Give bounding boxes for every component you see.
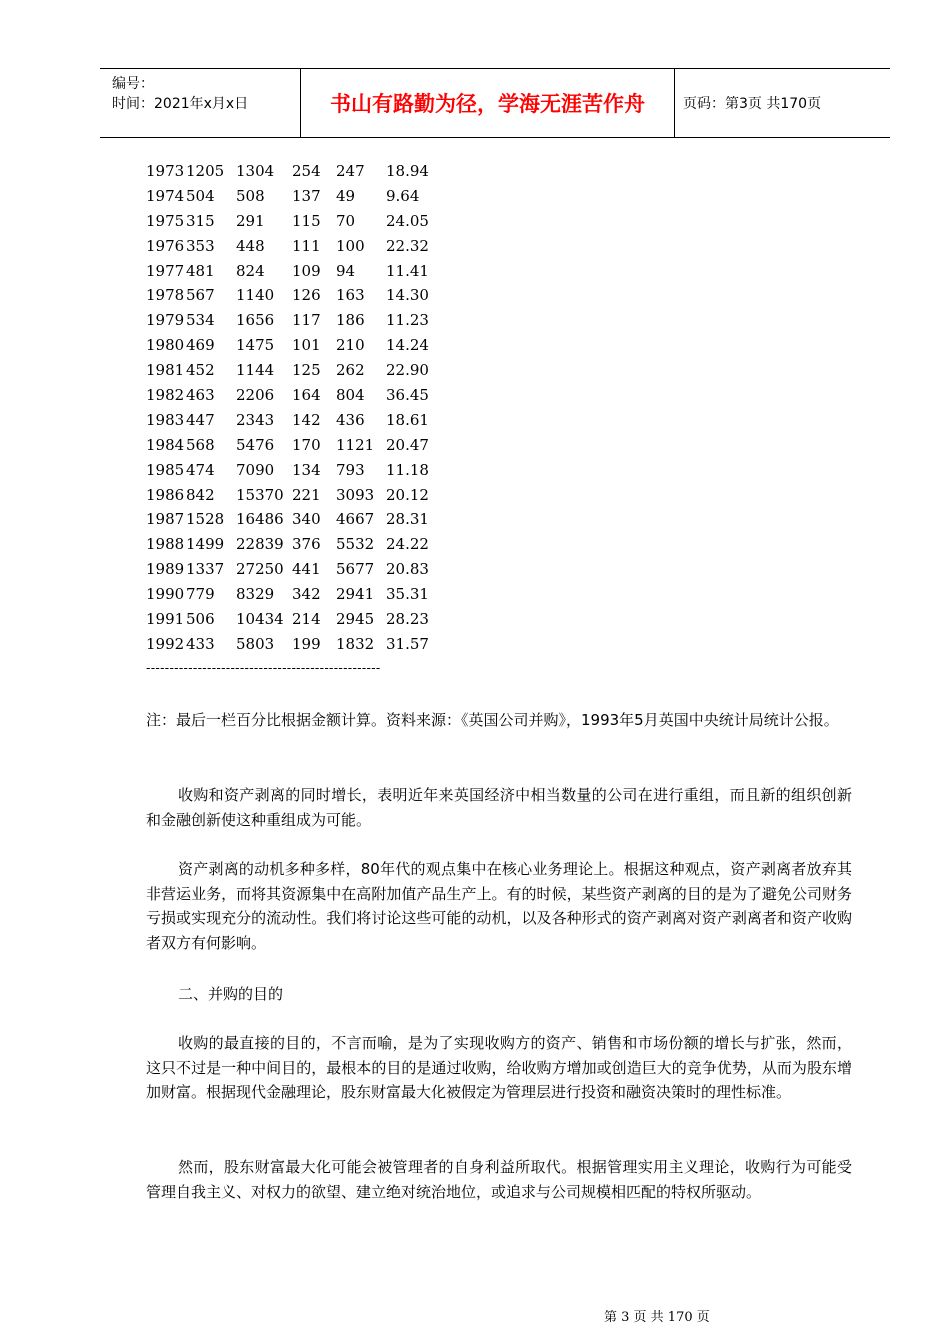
table-cell: 504 xyxy=(186,186,215,205)
table-cell: 2206 xyxy=(236,386,275,405)
table-cell: 214 xyxy=(292,610,321,629)
table-cell: 28.23 xyxy=(386,610,429,629)
table-cell: 793 xyxy=(336,460,365,479)
table-cell: 1140 xyxy=(236,286,275,305)
table-cell: 14.24 xyxy=(386,336,429,355)
table-cell: 353 xyxy=(186,236,215,255)
table-cell: 481 xyxy=(186,261,215,280)
table-cell: 210 xyxy=(336,336,365,355)
table-cell: 22.32 xyxy=(386,236,429,255)
table-cell: 5532 xyxy=(336,535,375,554)
table-cell: 2343 xyxy=(236,410,275,429)
table-cell: 506 xyxy=(186,610,215,629)
table-cell: 11.23 xyxy=(386,311,429,330)
table-cell: 568 xyxy=(186,435,215,454)
table-cell: 16486 xyxy=(236,510,284,529)
table-cell: 11.41 xyxy=(386,261,429,280)
table-cell: 376 xyxy=(292,535,321,554)
table-cell: 508 xyxy=(236,186,265,205)
table-cell: 447 xyxy=(186,410,215,429)
table-cell: 469 xyxy=(186,336,215,355)
table-cell: 3093 xyxy=(336,485,375,504)
table-cell: 1986 xyxy=(146,485,185,504)
table-cell: 10434 xyxy=(236,610,284,629)
table-cell: 5476 xyxy=(236,435,275,454)
table-cell: 221 xyxy=(292,485,321,504)
table-cell: 1832 xyxy=(336,634,375,653)
section-heading: 二、并购的目的 xyxy=(178,985,284,1003)
page-header xyxy=(100,68,890,138)
table-cell: 1499 xyxy=(186,535,225,554)
paragraph-2: 资产剥离的动机多种多样，80年代的观点集中在核心业务理论上。根据这种观点，资产剥离者放弃其非营运业务，而将其资源集中在高附加值产品生产上。有的时候，某些资产剥离的目的是为了避免公司财务亏损或实现充分的流动性。我们将讨论这些可能的动机，以及各种形式的资产剥离对资产剥离者和资产收购者双方有何影响。 xyxy=(146,860,852,952)
table-cell: 15370 xyxy=(236,485,284,504)
table-cell: 340 xyxy=(292,510,321,529)
table-cell: 1992 xyxy=(146,634,185,653)
table-cell: 8329 xyxy=(236,585,275,604)
table-cell: 31.57 xyxy=(386,634,429,653)
table-cell: 18.94 xyxy=(386,162,429,180)
table-cell: 4667 xyxy=(336,510,375,529)
table-cell: 1991 xyxy=(146,610,185,629)
table-cell: 1528 xyxy=(186,510,225,529)
table-cell: 1975 xyxy=(146,211,185,230)
table-cell: 1980 xyxy=(146,336,185,355)
table-cell: 14.30 xyxy=(386,286,429,305)
table-cell: 2941 xyxy=(336,585,375,604)
table-cell: 1983 xyxy=(146,410,185,429)
table-cell: 28.31 xyxy=(386,510,429,529)
table-cell: 111 xyxy=(292,236,321,255)
table-cell: 1121 xyxy=(336,435,375,454)
table-cell: 35.31 xyxy=(386,585,429,604)
table-cell: 474 xyxy=(186,460,215,479)
table-cell: 199 xyxy=(292,634,321,653)
table-cell: 117 xyxy=(292,311,321,330)
table-cell: 1990 xyxy=(146,585,185,604)
paragraph-3: 收购的最直接的目的，不言而喻，是为了实现收购方的资产、销售和市场份额的增长与扩张，然而，这只不过是一种中间目的，最根本的目的是通过收购，给收购方增加或创造巨大的竞争优势，从而为股东增加财富。根据现代金融理论，股东财富最大化被假定为管理层进行投资和融资决策时的理性标准。 xyxy=(146,1034,852,1101)
table-cell: 1977 xyxy=(146,261,185,280)
table-cell: 1979 xyxy=(146,311,185,330)
table-cell: 24.22 xyxy=(386,535,429,554)
table-cell: 22839 xyxy=(236,535,284,554)
table-cell: 101 xyxy=(292,336,321,355)
table-cell: 1337 xyxy=(186,560,225,579)
table-cell: 100 xyxy=(336,236,365,255)
table-cell: 20.12 xyxy=(386,485,429,504)
table-cell: 1989 xyxy=(146,560,185,579)
table-cell: 27250 xyxy=(236,560,284,579)
table-cell: 534 xyxy=(186,311,215,330)
table-separator: -------------------------------------------------- xyxy=(146,661,381,676)
table-cell: 1978 xyxy=(146,286,185,305)
table-note: 注：最后一栏百分比根据金额计算。资料来源：《英国公司并购》，1993年5月英国中央统计局统计公报。 xyxy=(146,711,839,729)
header-meta xyxy=(100,69,300,137)
table-cell: 824 xyxy=(236,261,265,280)
table-cell: 291 xyxy=(236,211,265,230)
table-cell: 1976 xyxy=(146,236,185,255)
table-cell: 262 xyxy=(336,361,365,380)
table-cell: 7090 xyxy=(236,460,275,479)
table-cell: 24.05 xyxy=(386,211,429,230)
table-cell: 5803 xyxy=(236,634,275,653)
table-cell: 126 xyxy=(292,286,321,305)
table-cell: 315 xyxy=(186,211,215,230)
document-number-label: 编号： xyxy=(112,76,154,92)
table-cell: 1987 xyxy=(146,510,185,529)
table-cell: 1974 xyxy=(146,186,185,205)
table-cell: 109 xyxy=(292,261,321,280)
table-cell: 49 xyxy=(336,186,356,205)
paragraph-1: 收购和资产剥离的同时增长，表明近年来英国经济中相当数量的公司在进行重组，而且新的组织创新和金融创新使这种重组成为可能。 xyxy=(146,786,852,829)
table-cell: 1656 xyxy=(236,311,275,330)
table-cell: 70 xyxy=(336,211,356,230)
table-cell: 1973 xyxy=(146,162,185,180)
table-cell: 463 xyxy=(186,386,215,405)
table-cell: 1304 xyxy=(236,162,275,180)
table-cell: 5677 xyxy=(336,560,375,579)
table-cell: 441 xyxy=(292,560,321,579)
header-motto: 书山有路勤为径，学海无涯苦作舟 xyxy=(300,69,675,137)
table-cell: 436 xyxy=(336,410,365,429)
table-cell: 20.83 xyxy=(386,560,429,579)
table-cell: 779 xyxy=(186,585,215,604)
table-cell: 247 xyxy=(336,162,365,180)
table-cell: 1985 xyxy=(146,460,185,479)
table-cell: 142 xyxy=(292,410,321,429)
table-cell: 115 xyxy=(292,211,321,230)
table-cell: 18.61 xyxy=(386,410,429,429)
document-date: 时间：2021年x月x日 xyxy=(112,96,249,112)
table-cell: 804 xyxy=(336,386,365,405)
table-cell: 254 xyxy=(292,162,321,180)
table-cell: 433 xyxy=(186,634,215,653)
table-cell: 448 xyxy=(236,236,265,255)
table-cell: 342 xyxy=(292,585,321,604)
table-cell: 186 xyxy=(336,311,365,330)
table-cell: 22.90 xyxy=(386,361,429,380)
table-cell: 20.47 xyxy=(386,435,429,454)
table-cell: 1982 xyxy=(146,386,185,405)
header-page-code: 页码：第3页 共170页 xyxy=(683,96,822,112)
table-cell: 452 xyxy=(186,361,215,380)
table-cell: 1475 xyxy=(236,336,275,355)
table-cell: 11.18 xyxy=(386,460,429,479)
table-cell: 164 xyxy=(292,386,321,405)
table-cell: 94 xyxy=(336,261,356,280)
table-cell: 1981 xyxy=(146,361,185,380)
table-cell: 163 xyxy=(336,286,365,305)
table-cell: 567 xyxy=(186,286,215,305)
table-cell: 9.64 xyxy=(386,186,420,205)
table-cell: 2945 xyxy=(336,610,375,629)
table-cell: 1205 xyxy=(186,162,225,180)
table-cell: 137 xyxy=(292,186,321,205)
table-cell: 36.45 xyxy=(386,386,429,405)
table-cell: 125 xyxy=(292,361,321,380)
table-cell: 1144 xyxy=(236,361,275,380)
paragraph-4: 然而，股东财富最大化可能会被管理者的自身利益所取代。根据管理实用主义理论，收购行为可能受管理自我主义、对权力的欲望、建立绝对统治地位，或追求与公司规模相匹配的特权所驱动。 xyxy=(146,1158,852,1201)
page-footer: 第 3 页 共 170 页 xyxy=(604,1310,710,1325)
table-cell: 134 xyxy=(292,460,321,479)
table-cell: 1984 xyxy=(146,435,185,454)
table-cell: 1988 xyxy=(146,535,185,554)
table-cell: 842 xyxy=(186,485,215,504)
table-cell: 170 xyxy=(292,435,321,454)
